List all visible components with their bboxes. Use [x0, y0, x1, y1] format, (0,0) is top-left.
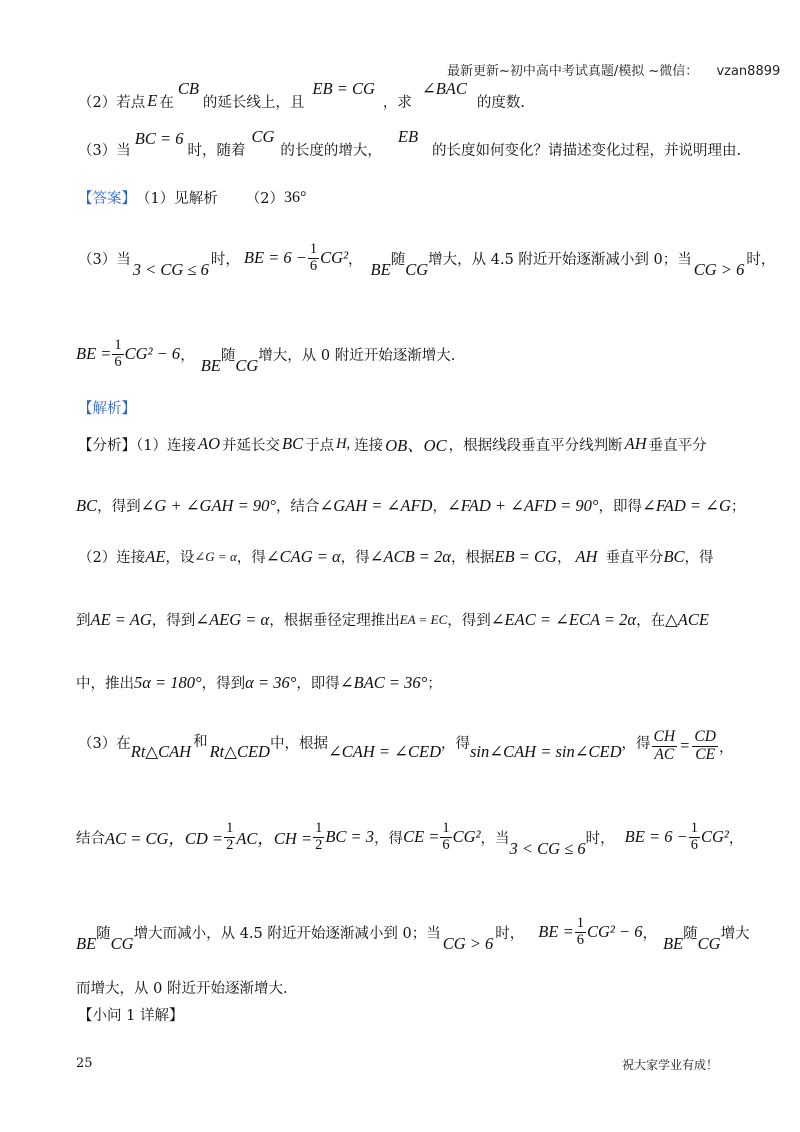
- text: （3）当: [78, 142, 131, 159]
- text: 到: [76, 613, 91, 629]
- text: 【分析】（1）连接: [78, 437, 196, 454]
- frac-num: 1: [309, 241, 318, 258]
- text: ，得: [621, 735, 651, 752]
- text: ，: [718, 739, 734, 756]
- text: （3）当: [78, 251, 131, 268]
- math-cg: CG: [405, 260, 429, 279]
- answer-3-line1: [78, 238, 775, 278]
- math-ah: AH: [575, 546, 598, 566]
- text: 的度数.: [476, 94, 525, 111]
- text: 和: [193, 733, 208, 750]
- math-eq: CE =: [403, 827, 440, 846]
- text: ，: [556, 550, 572, 566]
- text: ，即得: [598, 499, 643, 515]
- math-eq: ∠G = α: [194, 548, 237, 564]
- math-be: BE: [200, 356, 221, 375]
- math-be-left: BE = 6 −: [624, 827, 688, 846]
- text: 中，推出: [76, 676, 134, 692]
- math-e: E: [147, 91, 158, 110]
- text: ，根据垂径定理推出: [269, 613, 400, 629]
- math-ah: AH: [624, 434, 647, 453]
- math-be-left: BE = 6 −: [243, 248, 307, 267]
- analysis-line5: [76, 672, 442, 693]
- analysis-line1: [78, 432, 707, 456]
- math-h: H,: [336, 435, 351, 452]
- page-header: [447, 60, 780, 79]
- math-eq: EB = CG: [494, 546, 557, 566]
- analysis-line9: 而增大，从 0 附近开始逐渐增大.: [76, 981, 288, 997]
- math-cg2: CG²: [452, 827, 481, 846]
- frac-num: 1: [315, 820, 323, 837]
- text: ，得到: [97, 499, 141, 515]
- math-eb-cg: EB = CG: [312, 79, 375, 98]
- math-cg: CG: [697, 934, 721, 953]
- math-cg2-minus6: CG² − 6: [586, 922, 643, 941]
- math-eq: sin∠CAH = sin∠CED: [470, 742, 622, 761]
- frac-num: 1: [690, 820, 698, 837]
- math-eq: α = 36°: [245, 672, 297, 692]
- text: ，得: [374, 830, 404, 847]
- math-eb: EB: [397, 127, 419, 146]
- text: ，设: [165, 550, 195, 566]
- math-angle-bac: ∠BAC: [421, 79, 467, 98]
- math-cg2-minus6: CG² − 6: [124, 344, 181, 363]
- math-eq: BC = 3: [325, 827, 375, 846]
- math-triangle-ace: △ACE: [665, 609, 709, 629]
- header-wechat: vzan8899: [716, 64, 781, 79]
- frac-den: 6: [309, 257, 318, 274]
- analysis-line2: [76, 495, 745, 516]
- math-eq: ∠GAH = ∠AFD: [319, 495, 433, 515]
- frac-num: 1: [226, 820, 234, 837]
- fraction-one-half: [313, 821, 324, 852]
- answer-line: [78, 187, 306, 208]
- math-eq: ∠G + ∠GAH = 90°: [140, 495, 276, 515]
- math-cond2: CG > 6: [442, 934, 494, 953]
- text: （2）连接: [78, 550, 146, 566]
- text: 时，: [210, 251, 240, 268]
- answer-tag: 【答案】: [78, 191, 136, 207]
- text: 在: [159, 94, 174, 111]
- frac-den: 6: [114, 353, 122, 370]
- math-cg: CG: [110, 934, 134, 953]
- answer-2: （2）: [245, 191, 284, 207]
- answer-3-line2: [76, 334, 455, 374]
- math-be: BE: [662, 934, 684, 953]
- math-eq: ∠CAH = ∠CED: [327, 742, 441, 761]
- text: ，: [432, 499, 447, 515]
- math-be-left: BE =: [76, 344, 112, 363]
- math-eq: ∠FAD = ∠G: [642, 495, 731, 515]
- frac-num: 1: [114, 337, 122, 354]
- math-eq: AC = CG，CD =: [105, 829, 224, 848]
- fraction-one-sixth: [689, 821, 700, 852]
- frac-num: CD: [694, 728, 716, 746]
- text: ，: [728, 830, 744, 847]
- page-number: 25: [76, 1056, 93, 1071]
- math-eq: ∠FAD + ∠AFD = 90°: [446, 495, 599, 515]
- frac-den: 6: [576, 931, 584, 948]
- text: ，: [180, 347, 195, 364]
- text: 随: [96, 925, 111, 942]
- math-be-left: BE =: [538, 922, 574, 941]
- frac-num: 1: [576, 915, 584, 932]
- text: 时，: [495, 925, 525, 942]
- frac-den: 2: [226, 836, 234, 853]
- math-ob-oc: OB、OC: [385, 436, 447, 455]
- answer-2-value: 36°: [283, 188, 307, 206]
- text: ，: [642, 925, 657, 942]
- text: 时，: [585, 830, 615, 847]
- math-be: BE: [76, 934, 97, 953]
- fraction-ch-ac: [652, 729, 678, 763]
- text: （3）在: [78, 735, 131, 752]
- text: ，得到: [151, 613, 196, 629]
- section-heading: 【小问 1 详解】: [78, 1008, 184, 1024]
- fraction-one-sixth: [112, 338, 123, 369]
- answer-1: （1）见解析: [136, 191, 218, 207]
- text: ，: [348, 251, 363, 268]
- footer-motto: 祝大家学业有成！: [622, 1058, 719, 1072]
- text: ；: [427, 676, 442, 692]
- text: ，结合: [275, 499, 320, 515]
- analysis-line3: [78, 546, 714, 567]
- text: 中，根据: [269, 735, 328, 752]
- text: 的长度如何变化？请描述变化过程，并说明理由.: [432, 142, 742, 159]
- text: 增大: [720, 925, 750, 942]
- math-eq: ∠AEG = α: [195, 609, 270, 629]
- fraction-one-sixth: [308, 242, 319, 273]
- text: ，得: [236, 550, 266, 566]
- math-cg: CG: [235, 356, 259, 375]
- frac-den: 2: [315, 836, 323, 853]
- text: 随: [390, 251, 406, 268]
- math-ao: AO: [197, 434, 220, 453]
- text: 垂直平分: [605, 550, 664, 566]
- frac-den: AC: [654, 745, 675, 763]
- math-eq: ∠CAG = α: [265, 546, 341, 566]
- math-cg2: CG²: [700, 827, 729, 846]
- math-rt-ced: Rt△CED: [209, 742, 270, 761]
- text: ，得: [340, 550, 370, 566]
- math-ae: AE: [145, 546, 166, 566]
- analysis-line6: （3）在 Rt△CAH 和 Rt△CED 中，根据 ∠CAH = ∠CED ，得 sin∠CAH = sin∠CED ，得 $\frac{CH}{AC}$ = $\frac{CD}{CE}$ ，: [78, 728, 734, 763]
- text: ，在: [636, 613, 666, 629]
- text: 时，随着: [187, 142, 246, 159]
- text: 增大，从 0 附近开始逐渐增大.: [258, 347, 456, 364]
- math-bc: BC: [663, 546, 685, 566]
- text: 的长度的增大，: [280, 142, 382, 159]
- math-eq: 5α = 180°: [134, 672, 202, 692]
- header-text: 最新更新~初中高中考试真题/模拟 ~微信：: [447, 64, 699, 79]
- text: ，得: [441, 735, 470, 752]
- frac-num: CH: [653, 728, 676, 746]
- math-eq: ∠ACB = 2α: [369, 546, 451, 566]
- text: ，求: [382, 94, 412, 111]
- math-be: BE: [370, 260, 391, 279]
- fraction-one-half: [224, 821, 235, 852]
- text: （2）若点: [78, 94, 146, 111]
- fraction-one-sixth: [575, 916, 586, 947]
- math-eq: AC，CH =: [236, 829, 313, 848]
- text: 时，: [746, 251, 776, 268]
- analysis-line7: [76, 815, 743, 859]
- text: 增大而减小，从 4.5 附近开始逐渐减小到 0；当: [133, 925, 441, 942]
- math-cb: CB: [177, 79, 199, 98]
- text: 随: [683, 925, 698, 942]
- text: ，当: [480, 830, 510, 847]
- text: 的延长线上，且: [202, 94, 305, 111]
- math-rt-cah: Rt△CAH: [130, 742, 192, 761]
- frac-den: CE: [695, 745, 716, 763]
- text: ，得到: [201, 676, 246, 692]
- math-eq: ∠BAC = 36°: [339, 672, 428, 692]
- math-eq: ∠EAC = ∠ECA = 2α: [490, 609, 637, 629]
- analysis-line4: [76, 609, 709, 630]
- math-bc6: BC = 6: [134, 129, 184, 148]
- text: 并延长交: [221, 437, 280, 454]
- text: ，得: [684, 550, 714, 566]
- text: 垂直平分: [648, 437, 707, 454]
- text: 连接: [354, 437, 384, 454]
- question-3: [78, 126, 742, 159]
- math-cond2: CG > 6: [693, 260, 745, 279]
- text: ；: [730, 499, 746, 515]
- text: 于点: [305, 437, 335, 454]
- text: ，得到: [447, 613, 491, 629]
- text: 增大，从 4.5 附近开始逐渐减小到 0；当: [428, 251, 692, 268]
- text: ，即得: [296, 676, 340, 692]
- text: ，根据线段垂直平分线判断: [448, 437, 623, 454]
- frac-num: 1: [442, 820, 450, 837]
- math-cg: CG: [251, 127, 275, 146]
- math-bc: BC: [76, 495, 98, 515]
- fraction-cd-ce: [692, 729, 718, 763]
- text: 随: [220, 347, 236, 364]
- math-cond1: 3 < CG ≤ 6: [509, 839, 586, 858]
- question-2: [78, 78, 525, 111]
- fraction-one-sixth: [440, 821, 451, 852]
- math-eq: EA = EC: [399, 611, 448, 627]
- math-cg2: CG²: [320, 248, 349, 267]
- text: 结合: [76, 830, 105, 847]
- math-cond1: 3 < CG ≤ 6: [132, 260, 209, 279]
- text: ，根据: [450, 550, 495, 566]
- frac-den: 6: [442, 836, 450, 853]
- math-eq: AE = AG: [90, 609, 152, 629]
- analysis-tag: 【解析】: [78, 401, 136, 417]
- math-bc: BC: [281, 434, 304, 453]
- frac-den: 6: [690, 836, 698, 853]
- analysis-line8: [76, 910, 750, 954]
